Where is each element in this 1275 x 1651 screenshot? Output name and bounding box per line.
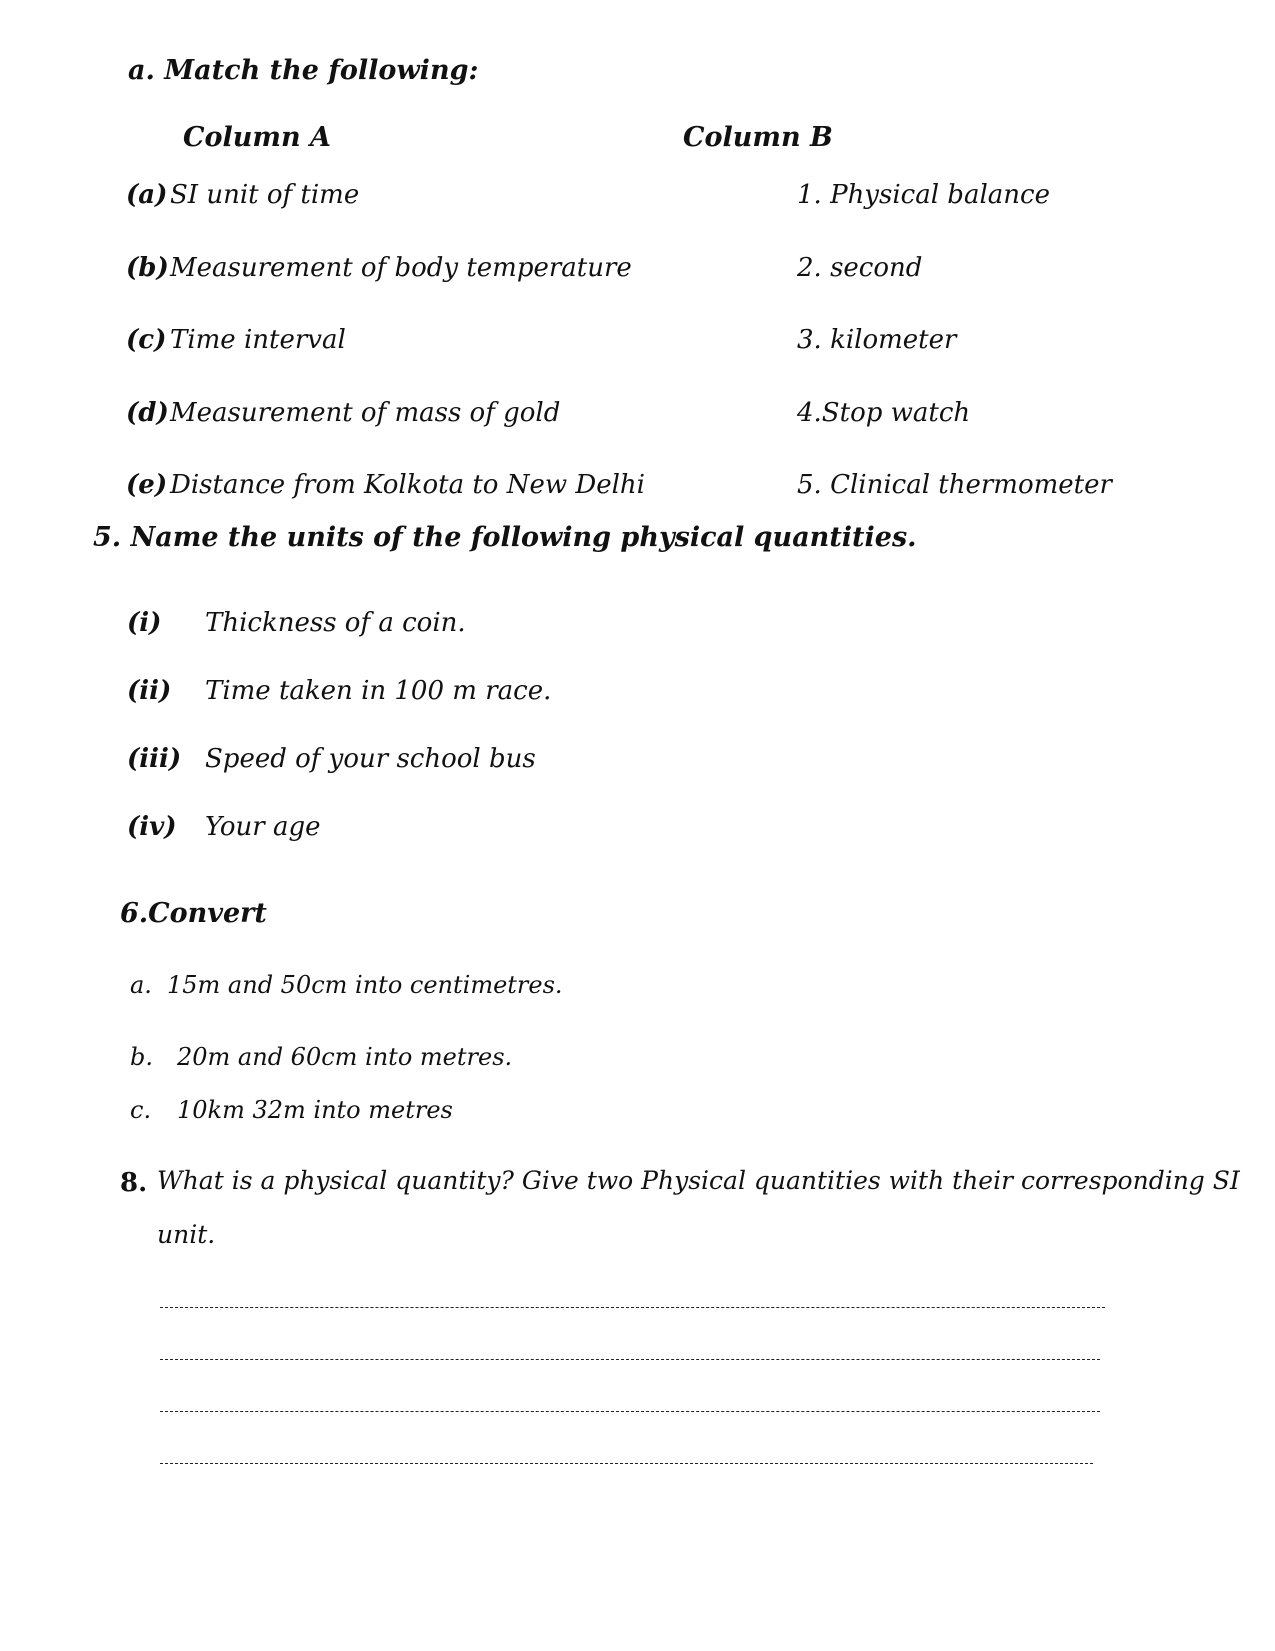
- match-row-column-b: 3. kilometer: [797, 325, 957, 355]
- q6-item-label: b.: [130, 1043, 153, 1071]
- match-row-column-b: 1. Physical balance: [797, 180, 1050, 210]
- q6-item-label: a.: [130, 971, 152, 999]
- q8-number: 8.: [120, 1168, 148, 1198]
- q5-item-label: (iv): [127, 812, 177, 842]
- answer-line[interactable]: [160, 1463, 1093, 1464]
- q5-item-label: (iii): [127, 744, 182, 774]
- q8-question-line-2: unit.: [157, 1220, 216, 1249]
- match-row-label: (c): [126, 325, 167, 355]
- q5-item-label: (i): [127, 608, 162, 638]
- match-row-column-b: 2. second: [797, 253, 923, 283]
- q8-question-line-1: What is a physical quantity? Give two Physical quantities with their corresponding SI: [157, 1166, 1240, 1195]
- q5-item-label: (ii): [127, 676, 172, 706]
- match-row-label: (a): [126, 180, 168, 210]
- match-row-column-a: Measurement of mass of gold: [170, 398, 561, 428]
- q6-item-text: 10km 32m into metres: [177, 1096, 453, 1124]
- match-row-label: (d): [126, 398, 169, 428]
- match-row-column-a: SI unit of time: [170, 180, 360, 210]
- q5-item-text: Time taken in 100 m race.: [205, 676, 552, 706]
- match-row-column-a: Time interval: [170, 325, 346, 355]
- match-row-column-b: 5. Clinical thermometer: [797, 470, 1112, 500]
- match-heading: a. Match the following:: [128, 55, 479, 86]
- match-row-column-b: 4.Stop watch: [797, 398, 971, 428]
- answer-line[interactable]: [160, 1307, 1105, 1308]
- q5-item-text: Speed of your school bus: [205, 744, 536, 774]
- match-row-label: (e): [126, 470, 168, 500]
- column-a-header: Column A: [183, 122, 331, 153]
- column-b-header: Column B: [683, 122, 833, 153]
- answer-line[interactable]: [160, 1359, 1100, 1360]
- match-row-label: (b): [126, 253, 169, 283]
- match-row-column-a: Distance from Kolkota to New Delhi: [170, 470, 645, 500]
- q6-item-text: 15m and 50cm into centimetres.: [167, 971, 563, 999]
- q5-heading: 5. Name the units of the following physical quantities.: [93, 522, 917, 553]
- match-row-column-a: Measurement of body temperature: [170, 253, 632, 283]
- q6-item-label: c.: [130, 1096, 152, 1124]
- q6-item-text: 20m and 60cm into metres.: [177, 1043, 513, 1071]
- answer-line[interactable]: [160, 1411, 1100, 1412]
- q6-heading: 6.Convert: [120, 898, 267, 929]
- q5-item-text: Thickness of a coin.: [205, 608, 466, 638]
- q5-item-text: Your age: [205, 812, 321, 842]
